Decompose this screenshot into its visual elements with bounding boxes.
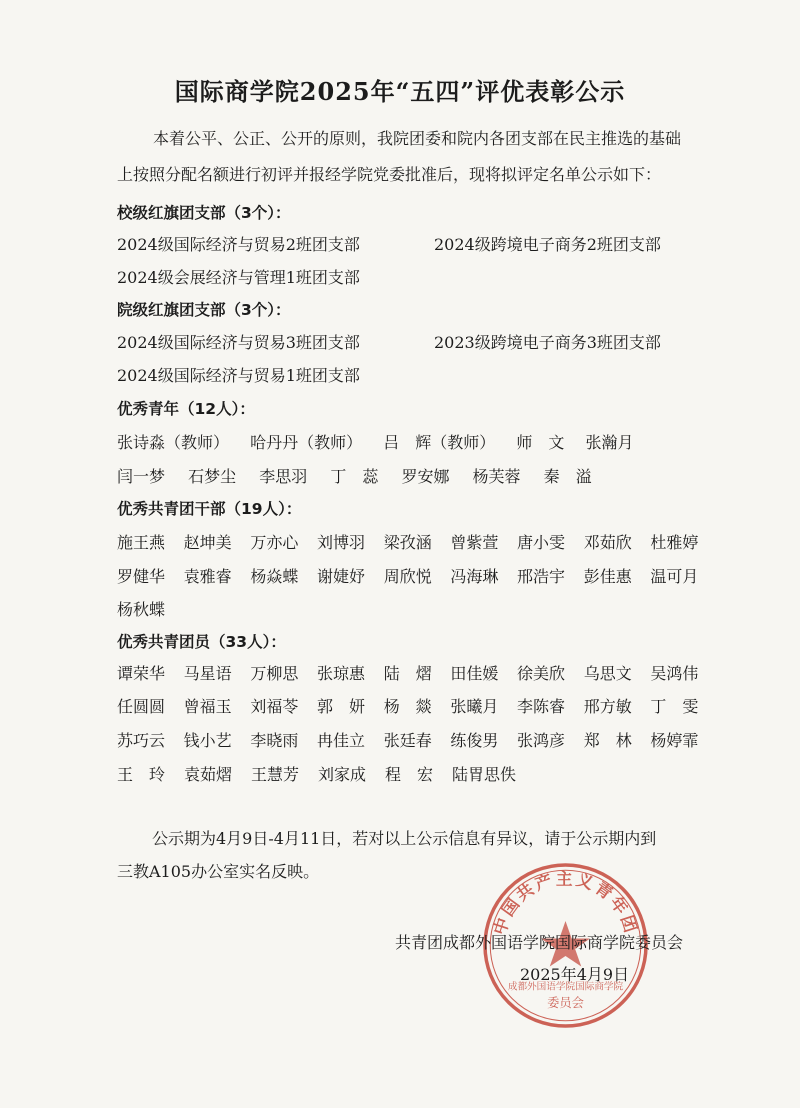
name-item: 李陈睿 <box>517 697 566 716</box>
document-title: 国际商学院2025年“五四”评优表彰公示 <box>174 77 626 106</box>
name-item: 程 宏 <box>385 765 434 784</box>
name-item: 徐美欣 <box>517 664 566 683</box>
name-item: 谭荣华 <box>117 664 166 683</box>
name-item: 秦 溢 <box>543 467 592 486</box>
name-item: 梁孜涵 <box>383 533 432 552</box>
name-item: 万亦心 <box>250 533 299 552</box>
notice-line: 公示期为4月9日-4月11日，若对以上公示信息有异议，请于公示期内到 <box>152 829 657 848</box>
name-item: 曾福玉 <box>183 697 232 716</box>
name-item: 张诗淼（教师） <box>117 433 230 452</box>
name-item: 周欣悦 <box>383 567 432 586</box>
intro-paragraph <box>117 121 707 193</box>
name-item: 张廷春 <box>383 731 432 750</box>
section-heading-college-redflag: 院级红旗团支部（3个）： <box>117 301 291 319</box>
branch-item: 2024级国际经济与贸易3班团支部 <box>117 333 360 352</box>
name-item: 罗安娜 <box>401 467 450 486</box>
name-item: 万柳思 <box>250 664 299 683</box>
name-item: 彭佳惠 <box>583 567 632 586</box>
name-item: 王慧芳 <box>251 765 300 784</box>
seal-bottom-text: 委员会 <box>547 995 584 1010</box>
branch-item: 2024级会展经济与管理1班团支部 <box>117 268 360 287</box>
signature-date: 2025年4月9日 <box>520 965 630 984</box>
name-item: 马星语 <box>183 664 232 683</box>
name-item: 任圆圆 <box>117 697 166 716</box>
name-item: 练俊男 <box>450 731 499 750</box>
name-item: 杨婷霏 <box>650 731 699 750</box>
name-item: 袁茹熠 <box>184 765 233 784</box>
name-item: 陆 熠 <box>383 664 432 683</box>
branch-item: 2024级跨境电子商务2班团支部 <box>434 235 661 254</box>
name-list-row <box>117 694 717 717</box>
name-item: 刘博羽 <box>317 533 366 552</box>
seal-inner-text: 成都外国语学院国际商学院 <box>507 981 624 993</box>
name-item: 冯海琳 <box>450 567 499 586</box>
name-item: 师 文 <box>516 433 565 452</box>
name-item: 吴鸿伟 <box>650 664 699 683</box>
name-item: 赵坤美 <box>183 533 232 552</box>
name-list-row <box>117 728 717 751</box>
name-item: 郑 林 <box>583 731 632 750</box>
name-item: 丁 雯 <box>650 697 699 716</box>
name-item: 哈丹丹（教师） <box>250 433 363 452</box>
name-list-row <box>117 597 717 620</box>
name-item: 王 玲 <box>117 765 166 784</box>
name-item: 唐小雯 <box>517 533 566 552</box>
name-item: 郭 妍 <box>317 697 366 716</box>
notice-line: 三教A105办公室实名反映。 <box>117 862 320 881</box>
name-item: 乌思文 <box>583 664 632 683</box>
intro-line: 本着公平、公正、公开的原则，我院团委和院内各团支部在民主推选的基础 <box>153 129 682 148</box>
name-item: 施王燕 <box>117 533 166 552</box>
name-item: 邓茹欣 <box>583 533 632 552</box>
name-item: 丁 蕊 <box>330 467 379 486</box>
branch-item: 2024级国际经济与贸易2班团支部 <box>117 235 360 254</box>
name-item: 罗健华 <box>117 567 166 586</box>
section-heading-outstanding-cadres: 优秀共青团干部（19人）： <box>117 500 302 518</box>
section-heading-outstanding-youth: 优秀青年（12人）： <box>117 400 255 418</box>
name-item: 杨焱蝶 <box>250 567 299 586</box>
name-item: 杜雅婷 <box>650 533 699 552</box>
name-item: 刘福苓 <box>250 697 299 716</box>
name-list-row <box>117 762 717 785</box>
name-item: 李晓雨 <box>250 731 299 750</box>
name-item: 李思羽 <box>259 467 308 486</box>
name-list-row <box>117 430 633 453</box>
name-item: 杨 燚 <box>383 697 432 716</box>
name-list-row <box>117 530 717 553</box>
name-item: 邢方敏 <box>583 697 632 716</box>
name-item: 陆胃思佚 <box>452 765 517 784</box>
branch-item: 2023级跨境电子商务3班团支部 <box>434 333 661 352</box>
name-item: 冉佳立 <box>317 731 366 750</box>
name-list-row <box>117 564 717 587</box>
name-list-row <box>117 661 717 684</box>
section-heading-outstanding-members: 优秀共青团员（33人）： <box>117 633 286 651</box>
name-item: 张曦月 <box>450 697 499 716</box>
name-item: 苏巧云 <box>117 731 166 750</box>
branch-item: 2024级国际经济与贸易1班团支部 <box>117 366 360 385</box>
name-list-row <box>117 464 592 487</box>
name-item: 袁雅睿 <box>183 567 232 586</box>
name-item: 杨秋蝶 <box>117 600 166 619</box>
name-item: 吕 辉（教师） <box>383 433 496 452</box>
name-item: 钱小艺 <box>183 731 232 750</box>
name-item: 闫一梦 <box>117 467 166 486</box>
name-item: 石梦尘 <box>188 467 237 486</box>
intro-line: 上按照分配名额进行初评并报经学院党委批准后，现将拟评定名单公示如下： <box>117 165 662 184</box>
name-item: 杨芙蓉 <box>472 467 521 486</box>
name-item: 温可月 <box>650 567 699 586</box>
seal-outer-text: 中国共产主义青年团 <box>489 869 642 938</box>
name-item: 张瀚月 <box>585 433 634 452</box>
name-item: 邢浩宇 <box>517 567 566 586</box>
name-item: 张琼惠 <box>317 664 366 683</box>
name-item: 田佳媛 <box>450 664 499 683</box>
section-heading-school-redflag: 校级红旗团支部（3个）： <box>117 204 291 222</box>
name-item: 刘家成 <box>318 765 367 784</box>
signature-org: 共青团成都外国语学院国际商学院委员会 <box>395 933 684 952</box>
name-item: 张鸿彦 <box>517 731 566 750</box>
name-item: 谢婕妤 <box>317 567 366 586</box>
name-item: 曾紫萱 <box>450 533 499 552</box>
